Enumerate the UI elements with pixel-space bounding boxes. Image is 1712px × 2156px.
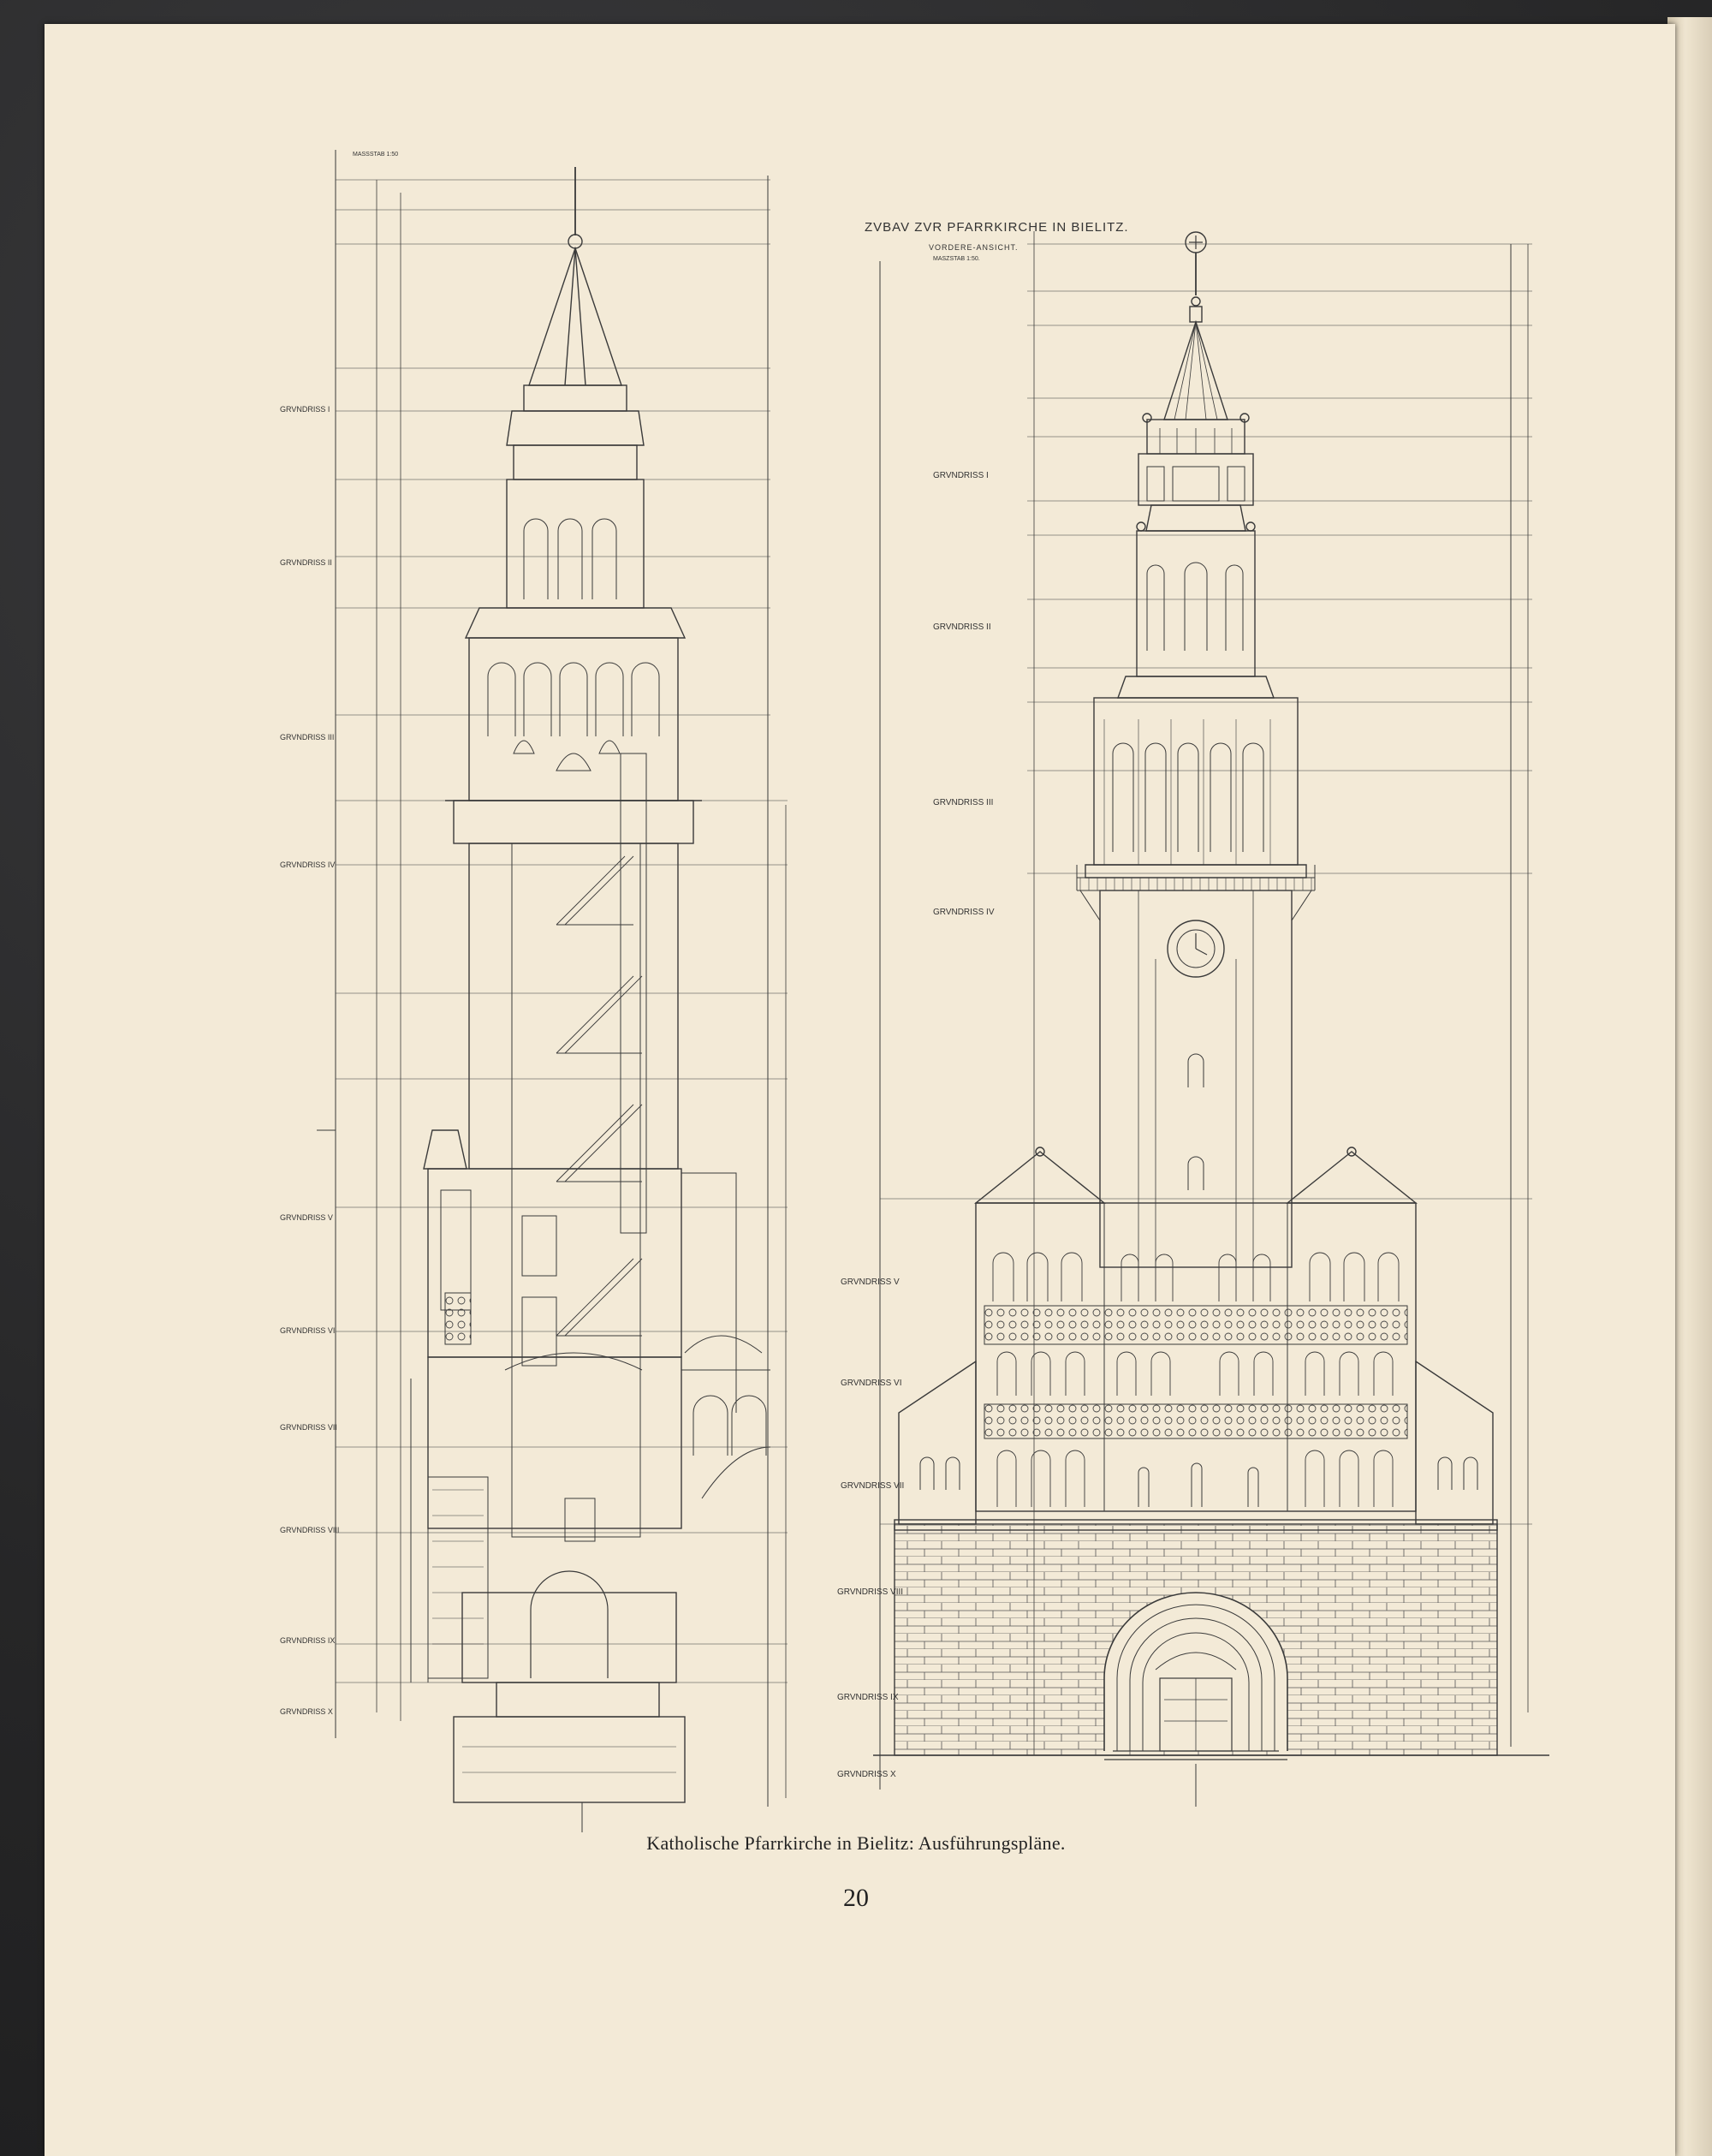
elevation-label-2: GRVNDRISS II [933, 622, 991, 632]
section-label-7: GRVNDRISS VII [280, 1423, 337, 1432]
elevation-title-block [865, 220, 1129, 262]
section-label-3: GRVNDRISS III [280, 733, 335, 741]
section-floor-labels [280, 405, 339, 1716]
section-label-8: GRVNDRISS VIII [280, 1526, 340, 1534]
elevation-label-1: GRVNDRISS I [933, 471, 989, 480]
section-label-10: GRVNDRISS X [280, 1707, 333, 1716]
elevation-drawing [873, 231, 1549, 1807]
elevation-label-3: GRVNDRISS III [933, 798, 994, 807]
section-label-6: GRVNDRISS VI [280, 1326, 336, 1335]
section-label-4: GRVNDRISS IV [280, 861, 336, 869]
elevation-label-10: GRVNDRISS X [837, 1770, 896, 1779]
elevation-label-7: GRVNDRISS VII [841, 1481, 905, 1491]
section-label-1: GRVNDRISS I [280, 405, 330, 414]
elevation-label-6: GRVNDRISS VI [841, 1379, 902, 1388]
elevation-label-8: GRVNDRISS VIII [837, 1587, 904, 1597]
section-drawing [317, 150, 788, 1832]
section-label-2: GRVNDRISS II [280, 558, 332, 567]
elevation-subtitle: VORDERE-ANSICHT. [929, 243, 1019, 252]
plate-caption: Katholische Pfarrkirche in Bielitz: Ausführungspläne. [646, 1832, 1066, 1854]
elevation-label-4: GRVNDRISS IV [933, 908, 995, 917]
elevation-label-5: GRVNDRISS V [841, 1278, 900, 1287]
page-number: 20 [843, 1884, 869, 1912]
section-label-9: GRVNDRISS IX [280, 1636, 336, 1645]
elevation-scale-note: MASZSTAB 1:50. [933, 256, 980, 262]
section-scale-note: MASSSTAB 1:50 [353, 152, 399, 158]
elevation-label-9: GRVNDRISS IX [837, 1693, 899, 1702]
section-label-5: GRVNDRISS V [280, 1213, 333, 1222]
elevation-title: ZVBAV ZVR PFARRKIRCHE IN BIELITZ. [865, 220, 1129, 235]
